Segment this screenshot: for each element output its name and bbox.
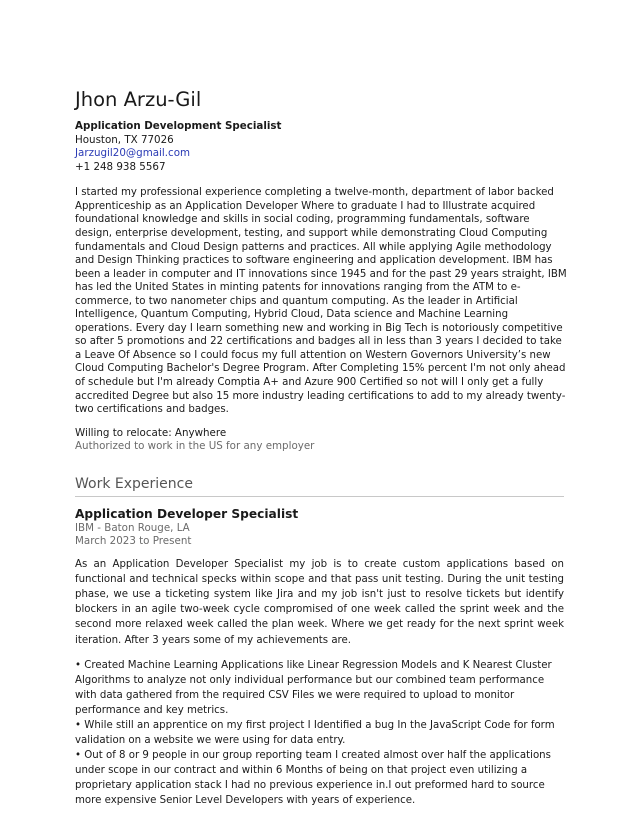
job-separator: - bbox=[94, 521, 105, 534]
candidate-name: Jhon Arzu-Gil bbox=[75, 88, 202, 111]
location: Houston, TX 77026 bbox=[75, 133, 174, 146]
section-divider bbox=[75, 496, 564, 497]
work-experience-heading: Work Experience bbox=[75, 475, 193, 492]
achievement-item: • Created Machine Learning Applications like Linear Regression Models and K Nearest Cluster Algorithms to analyze not only individual performance but our combined team performance with data gathered from the required CSV Files we were required to upload to monitor performance and key metrics. bbox=[75, 659, 552, 716]
job-location: Baton Rouge, LA bbox=[104, 521, 190, 534]
email-link[interactable]: Jarzugil20@gmail.com bbox=[75, 147, 191, 160]
work-authorization: Authorized to work in the US for any employer bbox=[75, 440, 315, 453]
headline: Application Development Specialist bbox=[75, 120, 282, 132]
job-company: IBM bbox=[75, 521, 94, 534]
relocation-preference: Willing to relocate: Anywhere bbox=[75, 426, 227, 439]
job-title: Application Developer Specialist bbox=[75, 506, 299, 521]
job-dates: March 2023 to Present bbox=[75, 535, 192, 548]
job-description: As an Application Developer Specialist my job is to create custom applications based on functional and technical specks within scope and that pass unit testing. During the unit testing phase, we use a ticketing system like Jira and my job isn't just to resolve tickets but identify blockers in an agile two-week cycle compromised of one week called the sprint week and the second more relaxed week called the plan week. Where we get ready for the next sprint week iteration. After 3 years some of my achievements are. bbox=[75, 559, 564, 646]
phone-number: +1 248 938 5567 bbox=[75, 160, 166, 173]
achievement-item: • While still an apprentice on my first project I Identified a bug In the JavaScript Code for form validation on a website we were using for data entry. bbox=[75, 719, 555, 747]
job-entry bbox=[75, 507, 563, 809]
summary-paragraph: I started my professional experience completing a twelve-month, department of labor backed Apprenticeship as an Application Developer Where to graduate I had to Illustrate acquired foundational knowledge and skills in social coding, programming fundamentals, software design, enterprise development, testing, and support while demonstrating Cloud Computing fundamentals and Cloud Design patterns and practices. All while applying Agile methodology and Design Thinking practices to software engineering and application development. IBM has been a leader in computer and IT innovations since 1945 and for the past 29 years straight, IBM has led the United States in minting patents for innovations ranging from the ATM to e-commerce, to two nanometer chips and quantum computing. As the leader in Artificial Intelligence, Quantum Computing, Hybrid Cloud, Data science and Machine Learning operations. Every day I learn something new and working in Big Tech is notoriously competitive so after 5 promotions and 22 certifications and badges all in less than 3 years I decided to take a Leave Of Absence so I could focus my full attention on Western Governors University’s new Cloud Computing Bachelor's Degree Program. After Completing 15% percent I'm not only ahead of schedule but I'm already Comptia A+ and Azure 900 Certified so not will I only get a fully accredited Degree but also 15 more industry leading certifications to add to my already twenty-two certifications and badges. bbox=[75, 187, 567, 416]
job-achievements bbox=[75, 658, 564, 809]
achievement-item: • Out of 8 or 9 people in our group reporting team I created almost over half the applications under scope in our contract and within 6 Months of being on that project even utilizing a proprietary application stack I had no previous experience in.I out preformed hard to source more expensive Senior Level Developers with years of experience. bbox=[75, 750, 551, 807]
job-company-location bbox=[75, 522, 563, 536]
